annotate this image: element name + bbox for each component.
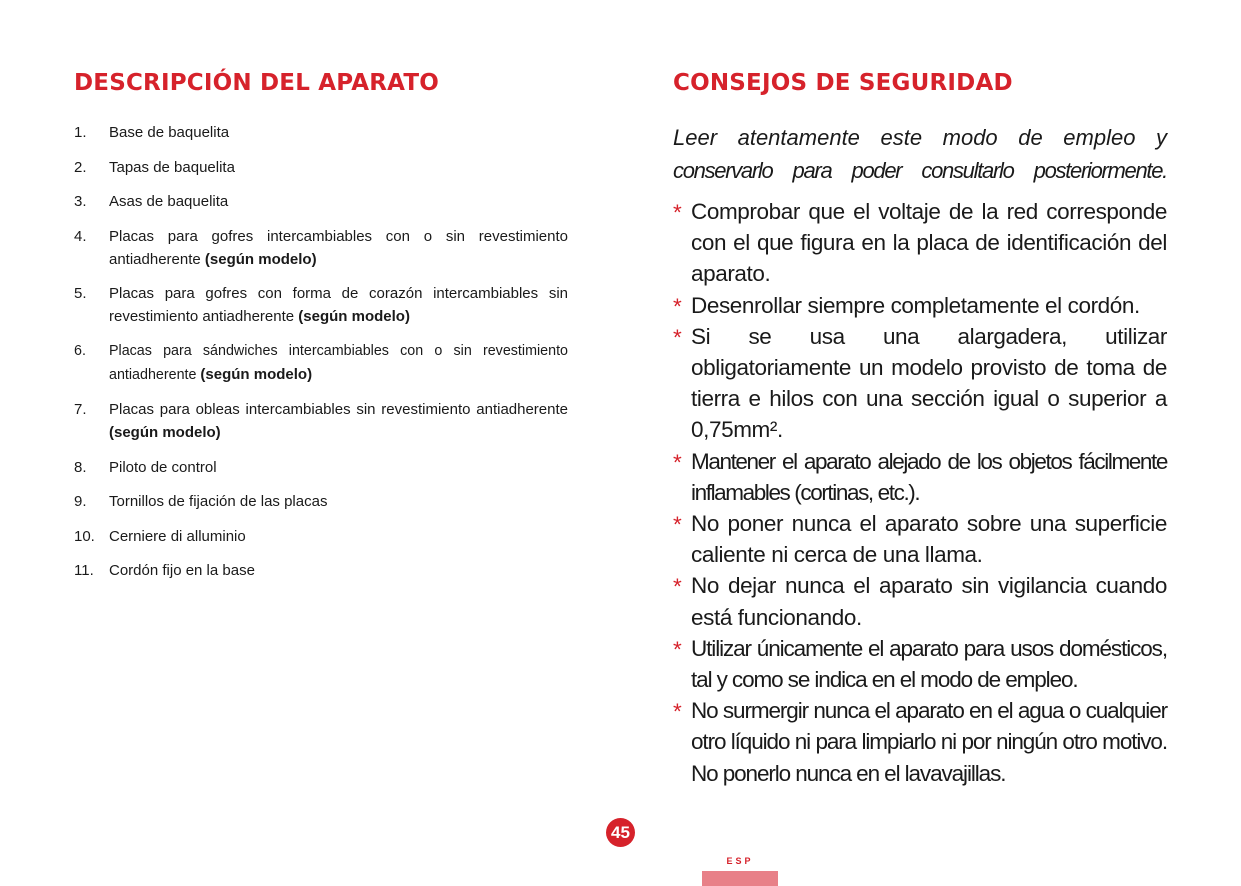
safety-tips-list <box>673 196 1167 789</box>
asterisk-icon: * <box>673 699 681 725</box>
asterisk-icon: * <box>673 200 682 225</box>
item-text: Piloto de control <box>109 458 217 476</box>
list-item <box>74 559 568 582</box>
tip-text: No dejar nunca el aparato sin vigilancia cuando está funcionando. <box>691 573 1167 630</box>
list-item <box>673 508 1167 570</box>
item-number: 8. <box>74 458 87 476</box>
intro-text <box>673 121 1167 187</box>
parts-heading: DESCRIPCIÓN DEL APARATO <box>74 70 439 96</box>
item-number: 4. <box>74 227 87 245</box>
page-number-badge: 45 <box>606 818 635 847</box>
item-number: 2. <box>74 158 87 176</box>
item-text: Tapas de baquelita <box>109 158 235 176</box>
list-item <box>673 633 1167 695</box>
item-number: 11. <box>74 562 94 579</box>
item-text: Cerniere di alluminio <box>109 527 246 545</box>
item-note: (según modelo) <box>204 250 317 268</box>
item-text: Tornillos de fijación de las placas <box>109 493 328 510</box>
safety-heading: CONSEJOS DE SEGURIDAD <box>673 70 1013 96</box>
item-text: Cordón fijo en la base <box>109 562 255 579</box>
language-label: ESP <box>726 856 754 866</box>
item-text: Base de baquelita <box>109 124 230 141</box>
item-number: 7. <box>74 401 87 418</box>
item-note: (según modelo) <box>298 308 410 325</box>
asterisk-icon: * <box>673 574 682 600</box>
asterisk-icon: * <box>673 449 681 475</box>
asterisk-icon: * <box>673 324 682 350</box>
list-item <box>74 340 568 387</box>
item-number: 9. <box>74 493 87 510</box>
item-note: (según modelo) <box>200 365 313 383</box>
tip-text: No surmergir nunca el aparato en el agua o cualquier otro líquido ni para limpiarlo ni por ningún otro motivo. No ponerlo nunca en el lavavajillas. <box>691 698 1167 786</box>
left-column <box>74 68 568 579</box>
item-number: 10. <box>74 527 95 545</box>
tip-text: No poner nunca el aparato sobre una superficie caliente ni cerca de una llama. <box>691 511 1167 568</box>
parts-list <box>74 121 568 594</box>
list-item <box>673 196 1167 290</box>
tip-text: Utilizar únicamente el aparato para usos domésticos, tal y como se indica en el modo de empleo. <box>691 635 1167 693</box>
tip-text: Si se usa una alargadera, utilizar obligatoriamente un modelo provisto de toma de tierra e hilos con una sección igual o superior a 0,75mm². <box>691 323 1167 443</box>
asterisk-icon: * <box>673 512 682 538</box>
item-number: 5. <box>74 285 87 302</box>
language-tab <box>702 871 778 886</box>
intro-line: Leer atentamente este modo de empleo y <box>673 125 1167 150</box>
asterisk-icon: * <box>673 293 682 319</box>
list-item <box>74 525 568 548</box>
item-text: Placas para gofres intercambiables con o sin revestimiento antiadherente <box>109 227 568 268</box>
intro-line: conservarlo para poder consultarlo posteriormente. <box>673 158 1167 183</box>
list-item <box>74 190 568 213</box>
list-item <box>74 490 568 513</box>
list-item <box>74 156 568 179</box>
list-item <box>673 570 1167 632</box>
right-column <box>673 68 1167 786</box>
list-item <box>74 282 568 328</box>
list-item <box>673 321 1167 446</box>
list-item <box>74 225 568 271</box>
item-text: Placas para gofres con forma de corazón intercambiables sin revestimiento antiadherente <box>109 285 568 325</box>
list-item <box>673 446 1167 508</box>
item-number: 1. <box>74 124 87 141</box>
item-note: (según modelo) <box>109 424 221 441</box>
list-item <box>74 398 568 444</box>
item-text: Asas de baquelita <box>109 193 229 210</box>
tip-text: Desenrollar siempre completamente el cordón. <box>691 292 1140 318</box>
list-item <box>673 695 1167 789</box>
item-text: Placas para sándwiches intercambiables con o sin revestimiento antiadherente <box>109 342 568 383</box>
list-item <box>74 121 568 144</box>
tip-text: Mantener el aparato alejado de los objetos fácilmente inflamables (cortinas, etc.). <box>691 448 1167 505</box>
item-number: 3. <box>74 193 87 210</box>
item-text: Placas para obleas intercambiables sin revestimiento antiadherente <box>109 401 568 418</box>
list-item <box>74 456 568 479</box>
list-item <box>673 290 1167 321</box>
item-number: 6. <box>74 342 86 359</box>
asterisk-icon: * <box>673 636 681 662</box>
tip-text: Comprobar que el voltaje de la red corresponde con el que figura en la placa de identificación del aparato. <box>691 199 1167 287</box>
